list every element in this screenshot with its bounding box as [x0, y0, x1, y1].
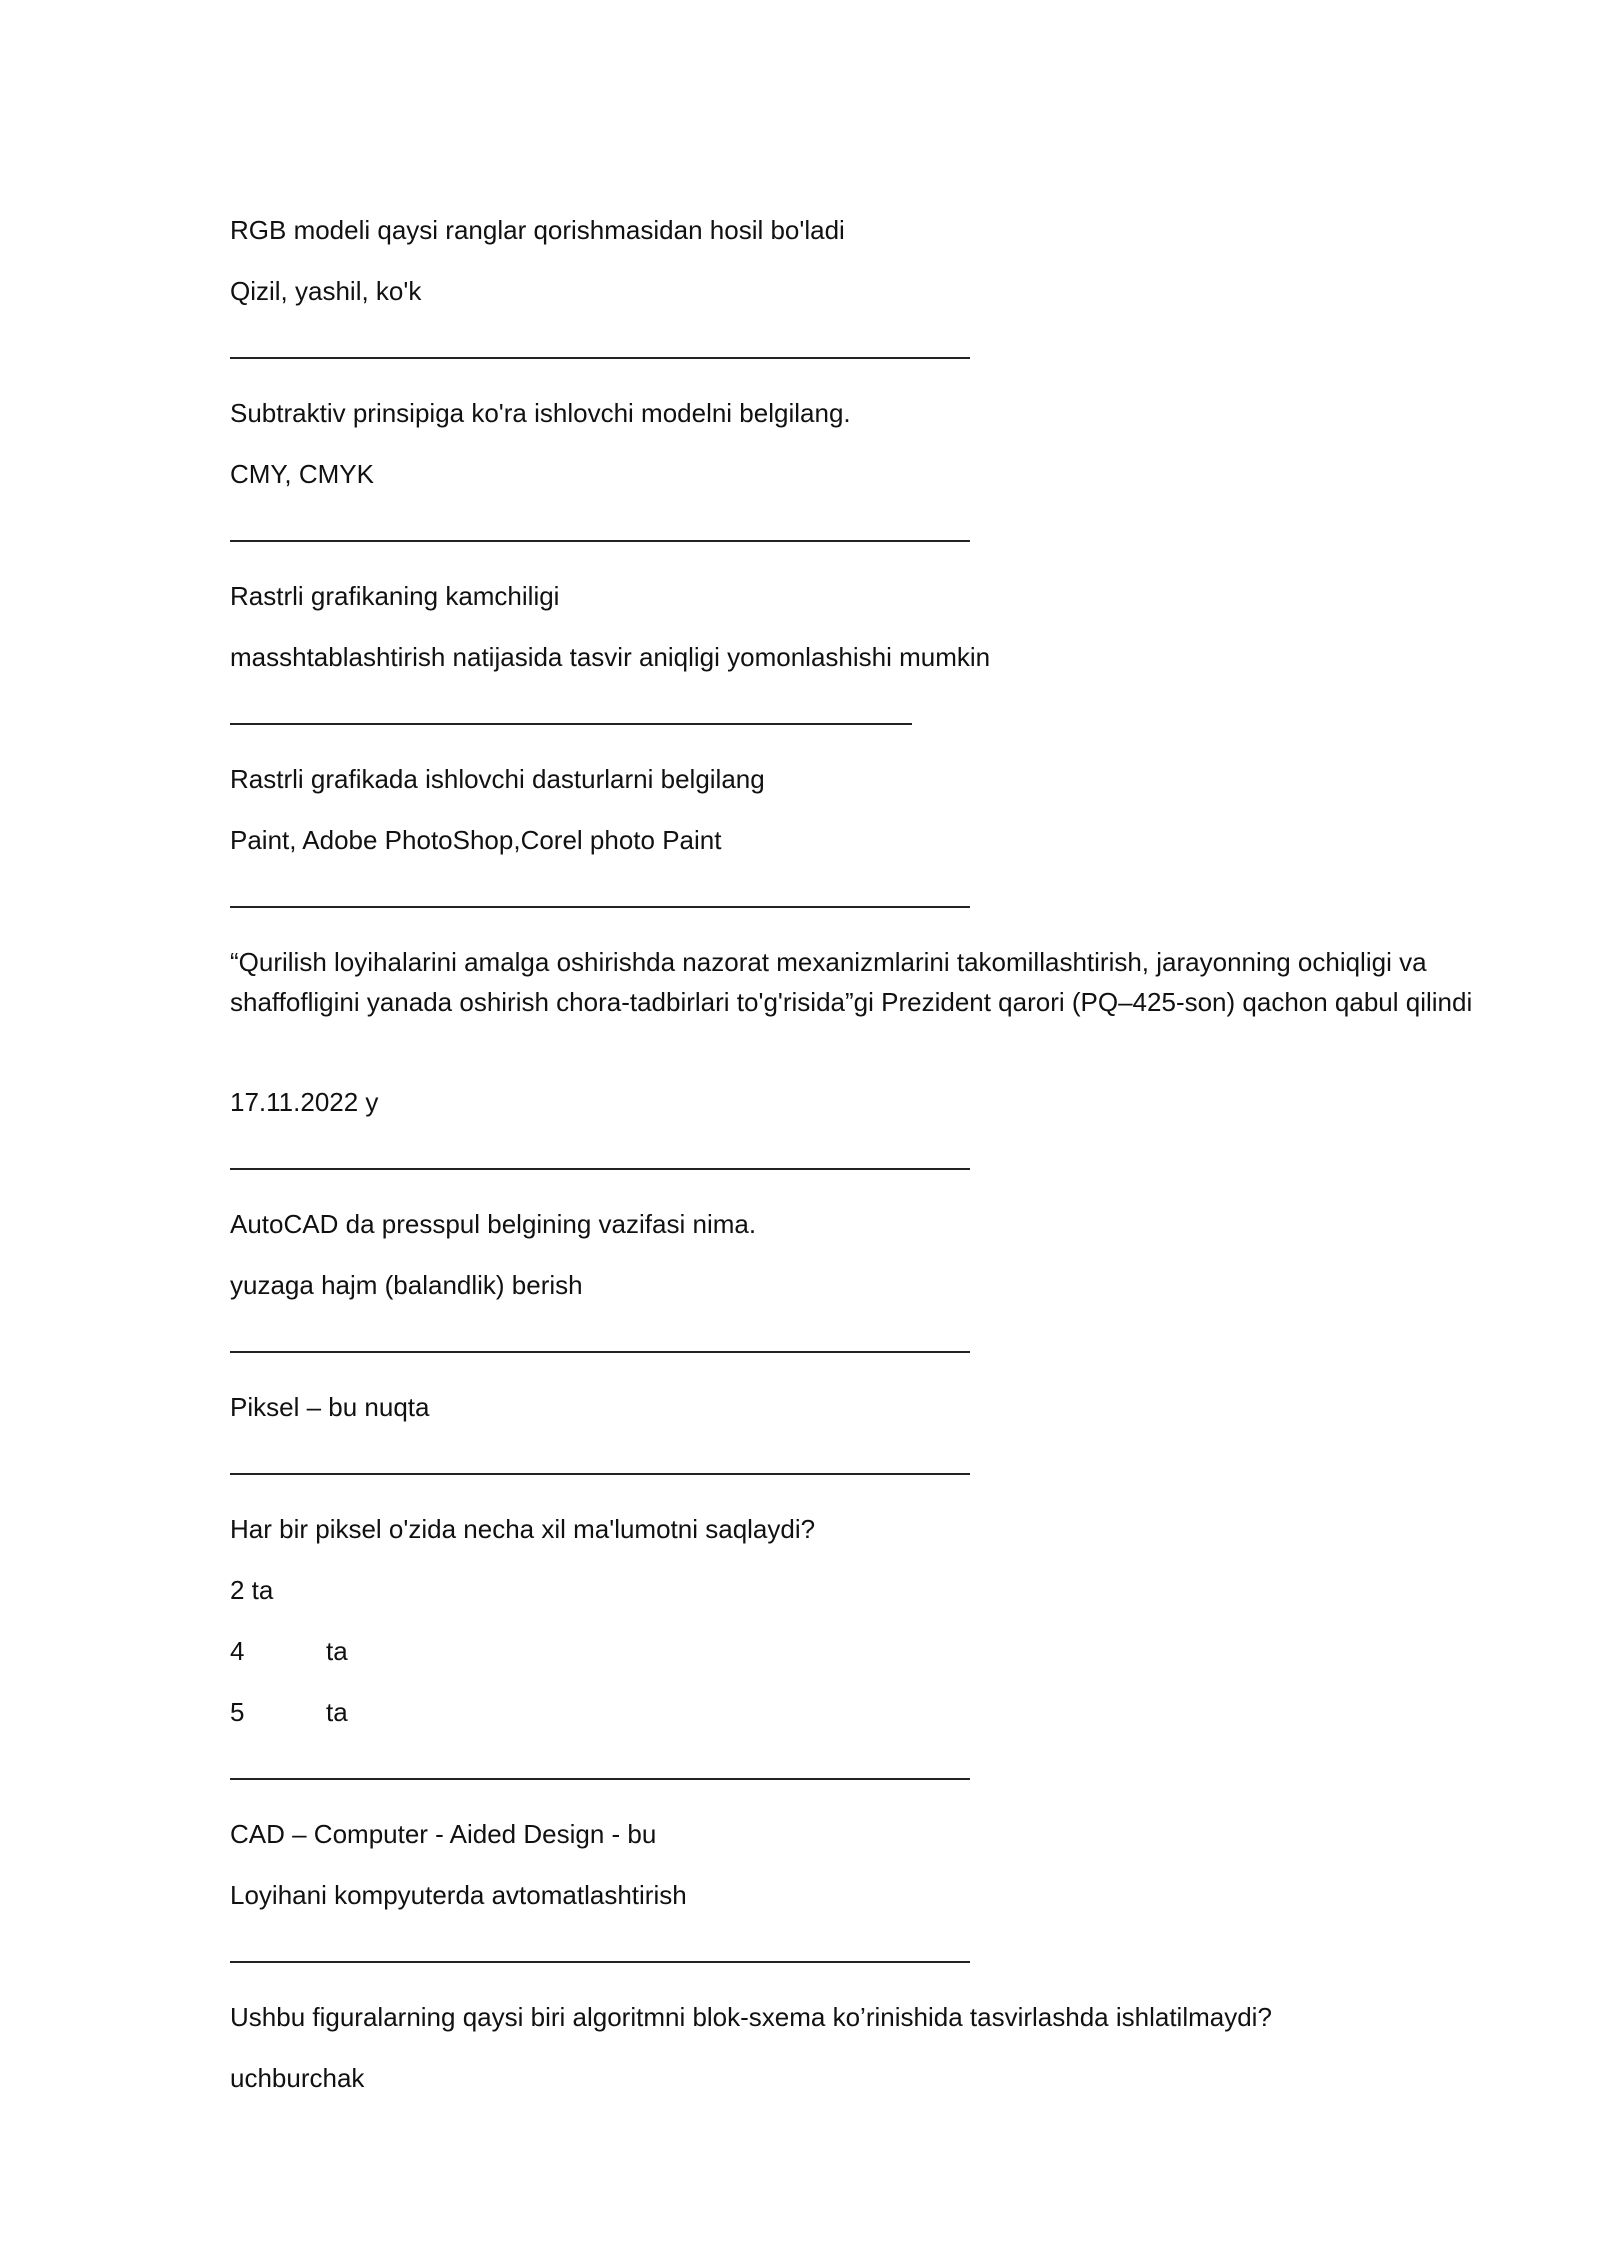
answer-4: Paint, Adobe PhotoShop,Corel photo Paint	[230, 825, 722, 855]
question-10: Ushbu figuralarning qaysi biri algoritmni blok-sxema ko’rinishida tasvirlashda ishlatilmaydi?	[230, 2002, 1272, 2032]
question-3: Rastrli grafikaning kamchiligi	[230, 581, 560, 611]
question-4: Rastrli grafikada ishlovchi dasturlarni belgilang	[230, 764, 765, 794]
separator-6	[230, 1351, 970, 1353]
option-number: 5	[230, 1697, 245, 1727]
answer-8: 2 ta	[230, 1575, 274, 1605]
question-8: Har bir piksel o'zida necha xil ma'lumotni saqlaydi?	[230, 1514, 816, 1544]
question-7: Piksel – bu nuqta	[230, 1392, 430, 1422]
option-row	[230, 1692, 348, 1732]
separator-2	[230, 540, 970, 542]
answer-9: Loyihani kompyuterda avtomatlashtirish	[230, 1880, 687, 1910]
separator-9	[230, 1961, 970, 1963]
answer-1: Qizil, yashil, ko'k	[230, 276, 422, 306]
separator-8	[230, 1778, 970, 1780]
question-2: Subtraktiv prinsipiga ko'ra ishlovchi modelni belgilang.	[230, 398, 851, 428]
option-number: 4	[230, 1636, 245, 1666]
answer-6: yuzaga hajm (balandlik) berish	[230, 1270, 583, 1300]
answer-3: masshtablashtirish natijasida tasvir aniqligi yomonlashishi mumkin	[230, 642, 991, 672]
separator-7	[230, 1473, 970, 1475]
question-9: CAD – Computer - Aided Design - bu	[230, 1819, 657, 1849]
separator-5	[230, 1168, 970, 1170]
answer-2: CMY, CMYK	[230, 459, 374, 489]
question-5: “Qurilish loyihalarini amalga oshirishda nazorat mexanizmlarini takomillashtirish, jarayonning ochiqligi va shaffofligini yanada oshirish chora-tadbirlari to'g'risida”gi Prezident qarori (PQ–425-son) qachon qabul qilindi	[230, 947, 1473, 1017]
answer-5: 17.11.2022 y	[230, 1087, 379, 1117]
question-1: RGB modeli qaysi ranglar qorishmasidan hosil bo'ladi	[230, 215, 845, 245]
separator-4	[230, 906, 970, 908]
question-6: AutoCAD da presspul belgining vazifasi nima.	[230, 1209, 757, 1239]
separator-3	[230, 723, 912, 725]
separator-1	[230, 357, 970, 359]
option-unit: ta	[326, 1697, 348, 1727]
option-row	[230, 1631, 348, 1671]
answer-10: uchburchak	[230, 2063, 365, 2093]
option-unit: ta	[326, 1636, 348, 1666]
